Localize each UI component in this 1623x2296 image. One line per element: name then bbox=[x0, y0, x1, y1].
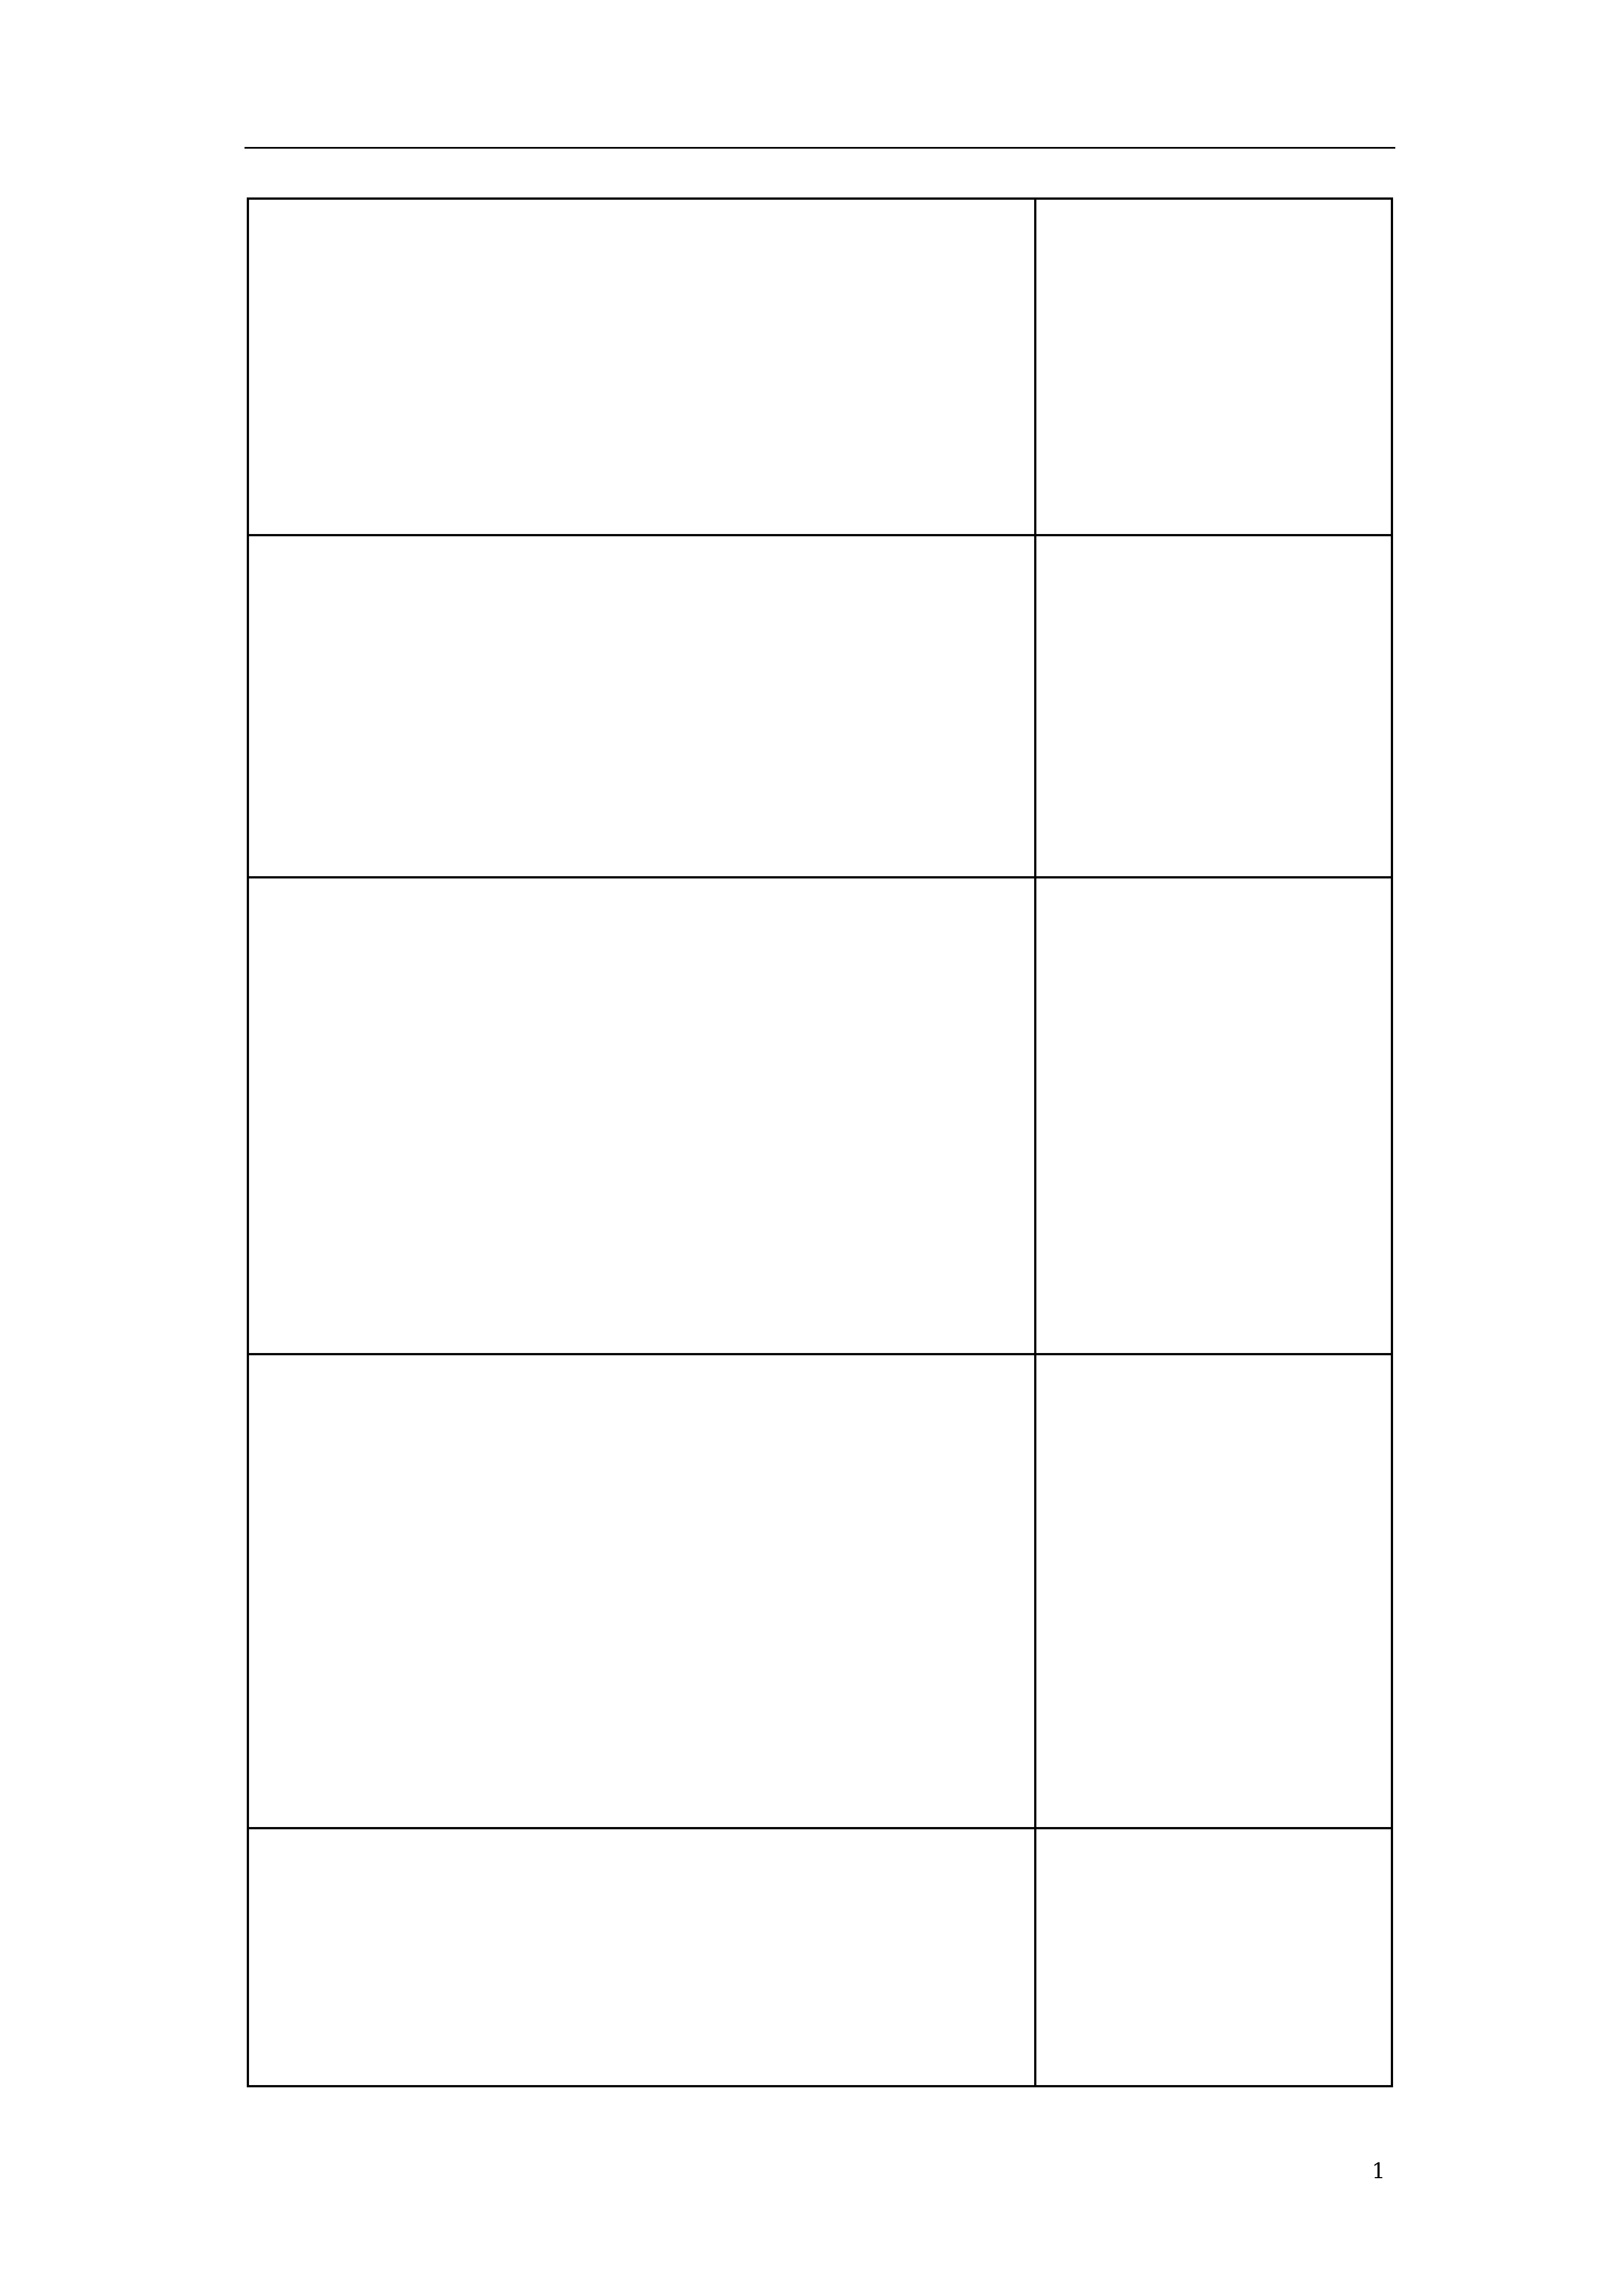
dialogue-cell bbox=[248, 1354, 1035, 1828]
lesson-plan-table bbox=[247, 197, 1393, 2087]
dialogue-cell bbox=[248, 1828, 1035, 2086]
design-note-cell bbox=[1035, 877, 1392, 1354]
table-row bbox=[248, 1828, 1392, 2086]
header-rule bbox=[245, 147, 1395, 149]
design-note-cell bbox=[1035, 1828, 1392, 2086]
design-note-cell bbox=[1035, 199, 1392, 535]
design-note-cell bbox=[1035, 1354, 1392, 1828]
table-row bbox=[248, 535, 1392, 877]
table-row bbox=[248, 877, 1392, 1354]
table-row bbox=[248, 199, 1392, 535]
dialogue-cell bbox=[248, 535, 1035, 877]
dialogue-cell bbox=[248, 199, 1035, 535]
dialogue-cell bbox=[248, 877, 1035, 1354]
design-note-cell bbox=[1035, 535, 1392, 877]
table-row bbox=[248, 1354, 1392, 1828]
page-number: 1 bbox=[1372, 2159, 1386, 2183]
